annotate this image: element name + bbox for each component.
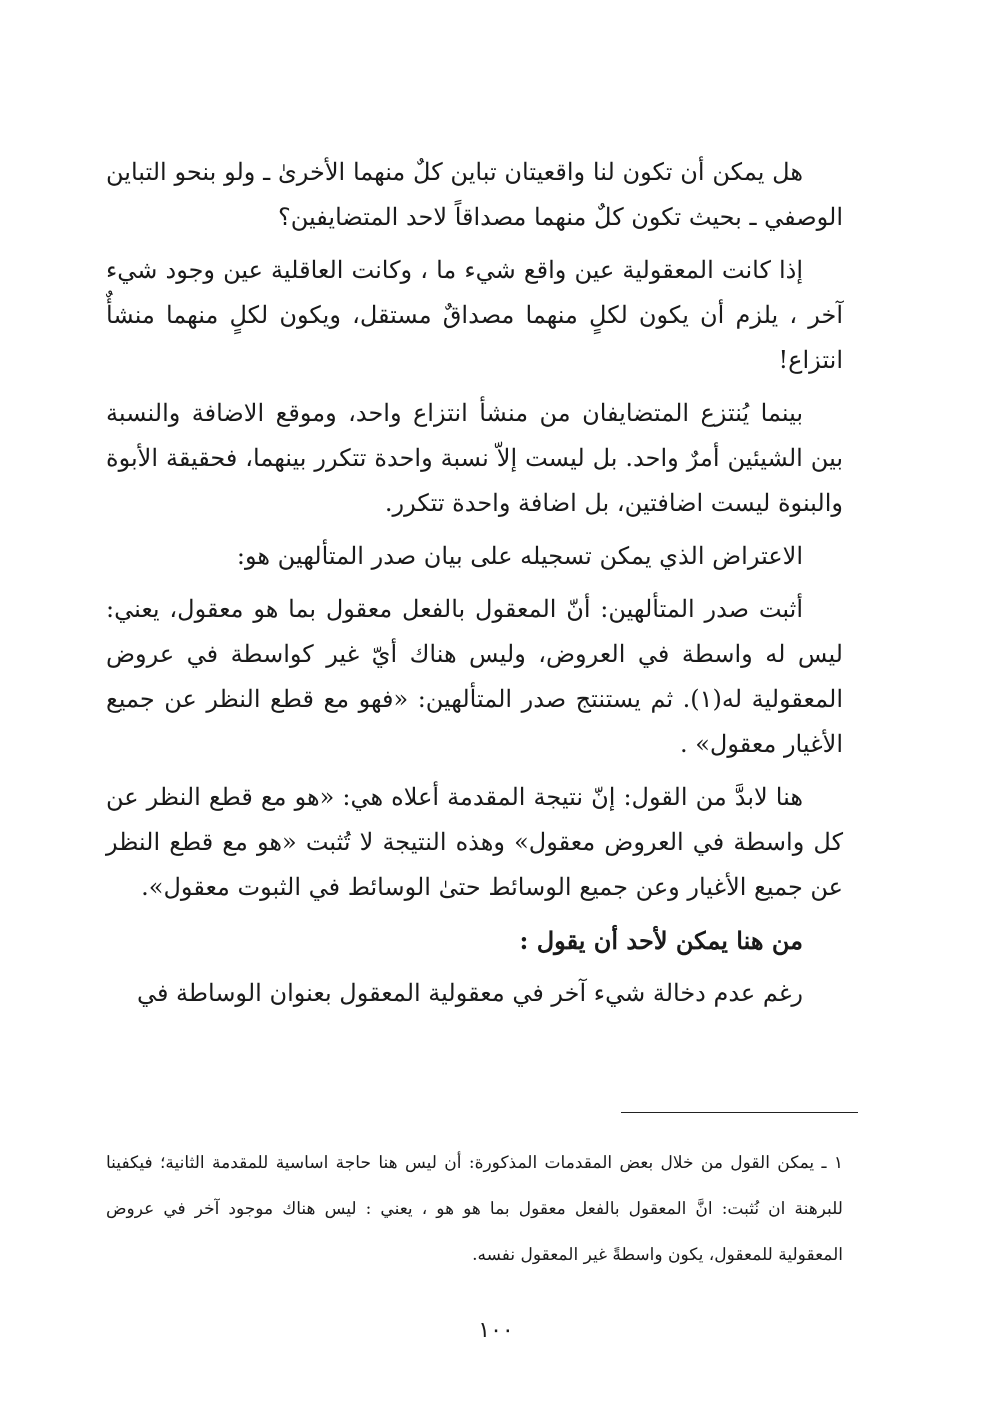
footnote-number: ١ ـ: [821, 1153, 843, 1173]
paragraph-1: هل يمكن أن تكون لنا واقعيتان تباين كلٌ منهما الأخرىٰ ـ ولو بنحو التباين الوصفي ـ بحيث تكون كلٌ منهما مصداقاً لاحد المتضايفين؟: [106, 158, 843, 231]
paragraph-7: رغم عدم دخالة شيء آخر في معقولية المعقول بعنوان الوساطة في: [136, 979, 803, 1007]
page-number: ١٠٠: [478, 1318, 514, 1343]
footnote-divider: [621, 1112, 858, 1113]
main-text-body: [106, 150, 843, 1016]
paragraph-3: بينما يُنتزع المتضايفان من منشأ انتزاع واحد، وموقع الاضافة والنسبة بين الشيئين أمرٌ واحد. بل ليست إلاّ نسبة واحدة تتكرر بينهما، فحقيقة الأبوة والبنوة ليست اضافتين، بل اضافة واحدة تتكرر.: [106, 399, 843, 517]
section-heading: من هنا يمكن لأحد أن يقول :: [519, 926, 803, 955]
paragraph-2: إذا كانت المعقولية عين واقع شيء ما ، وكانت العاقلية عين وجود شيء آخر ، يلزم أن يكون لكلٍ منهما مصداقٌ مستقل، ويكون لكلٍ منهما منشأٌ انتزاع!: [106, 256, 843, 374]
paragraph-5: أثبت صدر المتألهين: أنّ المعقول بالفعل معقول بما هو معقول، يعني: ليس له واسطة في العروض، وليس هناك أيّ غير كواسطة في عروض المعقولية له(١). ثم يستنتج صدر المتألهين: «فهو مع قطع النظر عن جميع الأغيار معقول» .: [106, 595, 843, 758]
footnote: [106, 1140, 843, 1278]
footnote-text: يمكن القول من خلال بعض المقدمات المذكورة: أن ليس هنا حاجة اساسية للمقدمة الثانية؛ فيكفينا للبرهنة ان نُثبت: انَّ المعقول بالفعل معقول بما هو هو ، يعني : ليس هناك موجود آخر في عروض المعقولية للمعقول، يكون واسطةً غير المعقول نفسه.: [106, 1153, 843, 1265]
paragraph-4: الاعتراض الذي يمكن تسجيله على بيان صدر المتألهين هو:: [236, 542, 803, 570]
paragraph-6: هنا لابدَّ من القول: إنّ نتيجة المقدمة أعلاه هي: «هو مع قطع النظر عن كل واسطة في العروض معقول» وهذه النتيجة لا تُثبت «هو مع قطع النظر عن جميع الأغيار وعن جميع الوسائط حتىٰ الوسائط في الثبوت معقول».: [106, 783, 843, 901]
